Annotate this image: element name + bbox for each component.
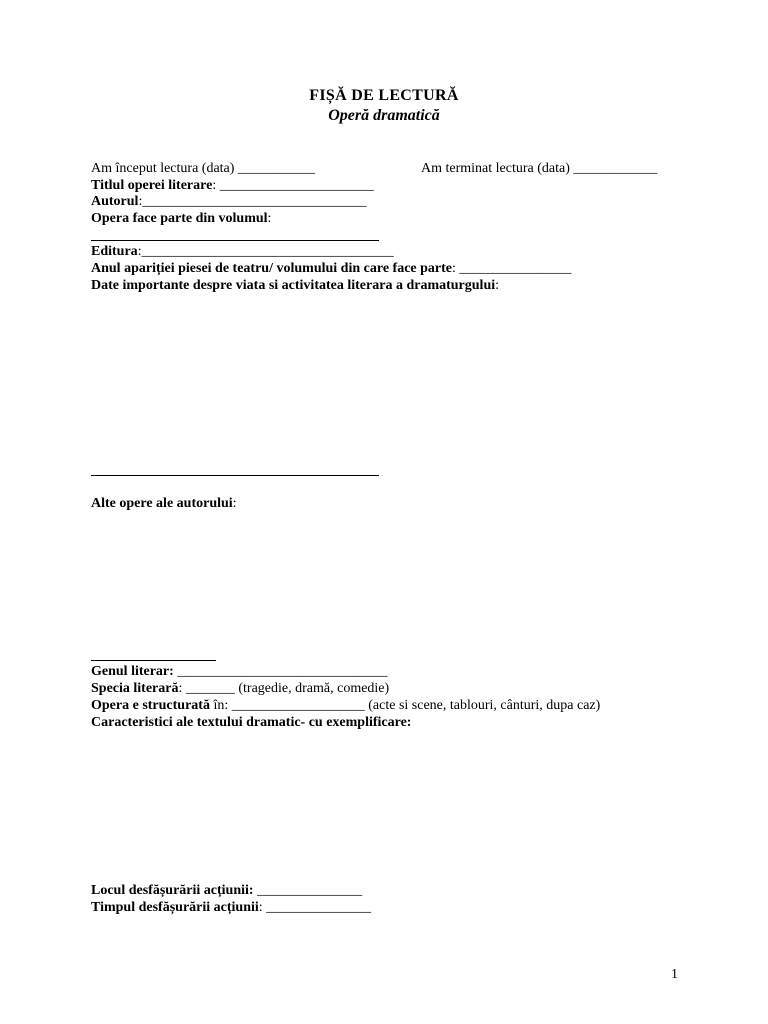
year-field-blank: : ________________ [452,261,572,276]
genre-field [91,663,387,680]
features-field-label: Caracteristici ale textului dramatic- cu exemplificare: [91,715,412,730]
place-field-blank: _______________ [253,883,363,898]
time-field [91,899,371,916]
structure-field [91,697,600,714]
place-field [91,882,362,899]
other-works-answer-line [91,660,216,661]
other-works-field [91,495,237,512]
time-field-label: Timpul desfășurării acțiunii [91,900,259,915]
volume-field-colon: : [267,211,272,226]
year-field [91,260,571,277]
page-number: 1 [671,967,678,982]
bio-answer-line [91,475,379,476]
time-field-blank: : _______________ [258,900,372,915]
bio-field-colon: : [495,278,500,293]
start-date-field: Am început lectura (data) ___________ [91,161,315,176]
publisher-field-blank: :____________________________________ [137,244,394,259]
volume-answer-line [91,240,379,241]
species-field-blank: : _______ (tragedie, dramă, comedie) [178,681,390,696]
bio-field-label: Date importante despre viata si activitatea literara a dramaturgului [91,278,496,293]
volume-field [91,210,271,227]
publisher-field-label: Editura [91,244,138,259]
title-field-label: Titlul operei literare [91,178,213,193]
bio-field [91,277,499,294]
volume-field-label: Opera face parte din volumul [91,211,268,226]
end-date-field: Am terminat lectura (data) ____________ [421,161,658,176]
title-field [91,177,374,194]
structure-field-blank: în: ___________________ (acte si scene, tablouri, cânturi, dupa caz) [213,698,601,713]
author-field-blank: :________________________________ [138,194,367,209]
author-field-label: Autorul [91,194,139,209]
place-field-label: Locul desfășurării acțiunii: [91,883,254,898]
species-field [91,680,389,697]
publisher-field [91,243,394,260]
genre-field-blank: ______________________________ [177,664,388,679]
title-field-blank: : ______________________ [212,178,374,193]
species-field-label: Specia literară [91,681,179,696]
other-works-field-label: Alte opere ale autorului [91,496,233,511]
other-works-field-colon: : [232,496,237,511]
document-title: FIȘĂ DE LECTURĂ [309,87,459,104]
author-field [91,193,366,210]
document-subtitle: Operă dramatică [328,107,440,124]
year-field-label: Anul apariției piesei de teatru/ volumului din care face parte [91,261,452,276]
structure-field-label: Opera e structurată [91,698,214,713]
genre-field-label: Genul literar: [91,664,178,679]
